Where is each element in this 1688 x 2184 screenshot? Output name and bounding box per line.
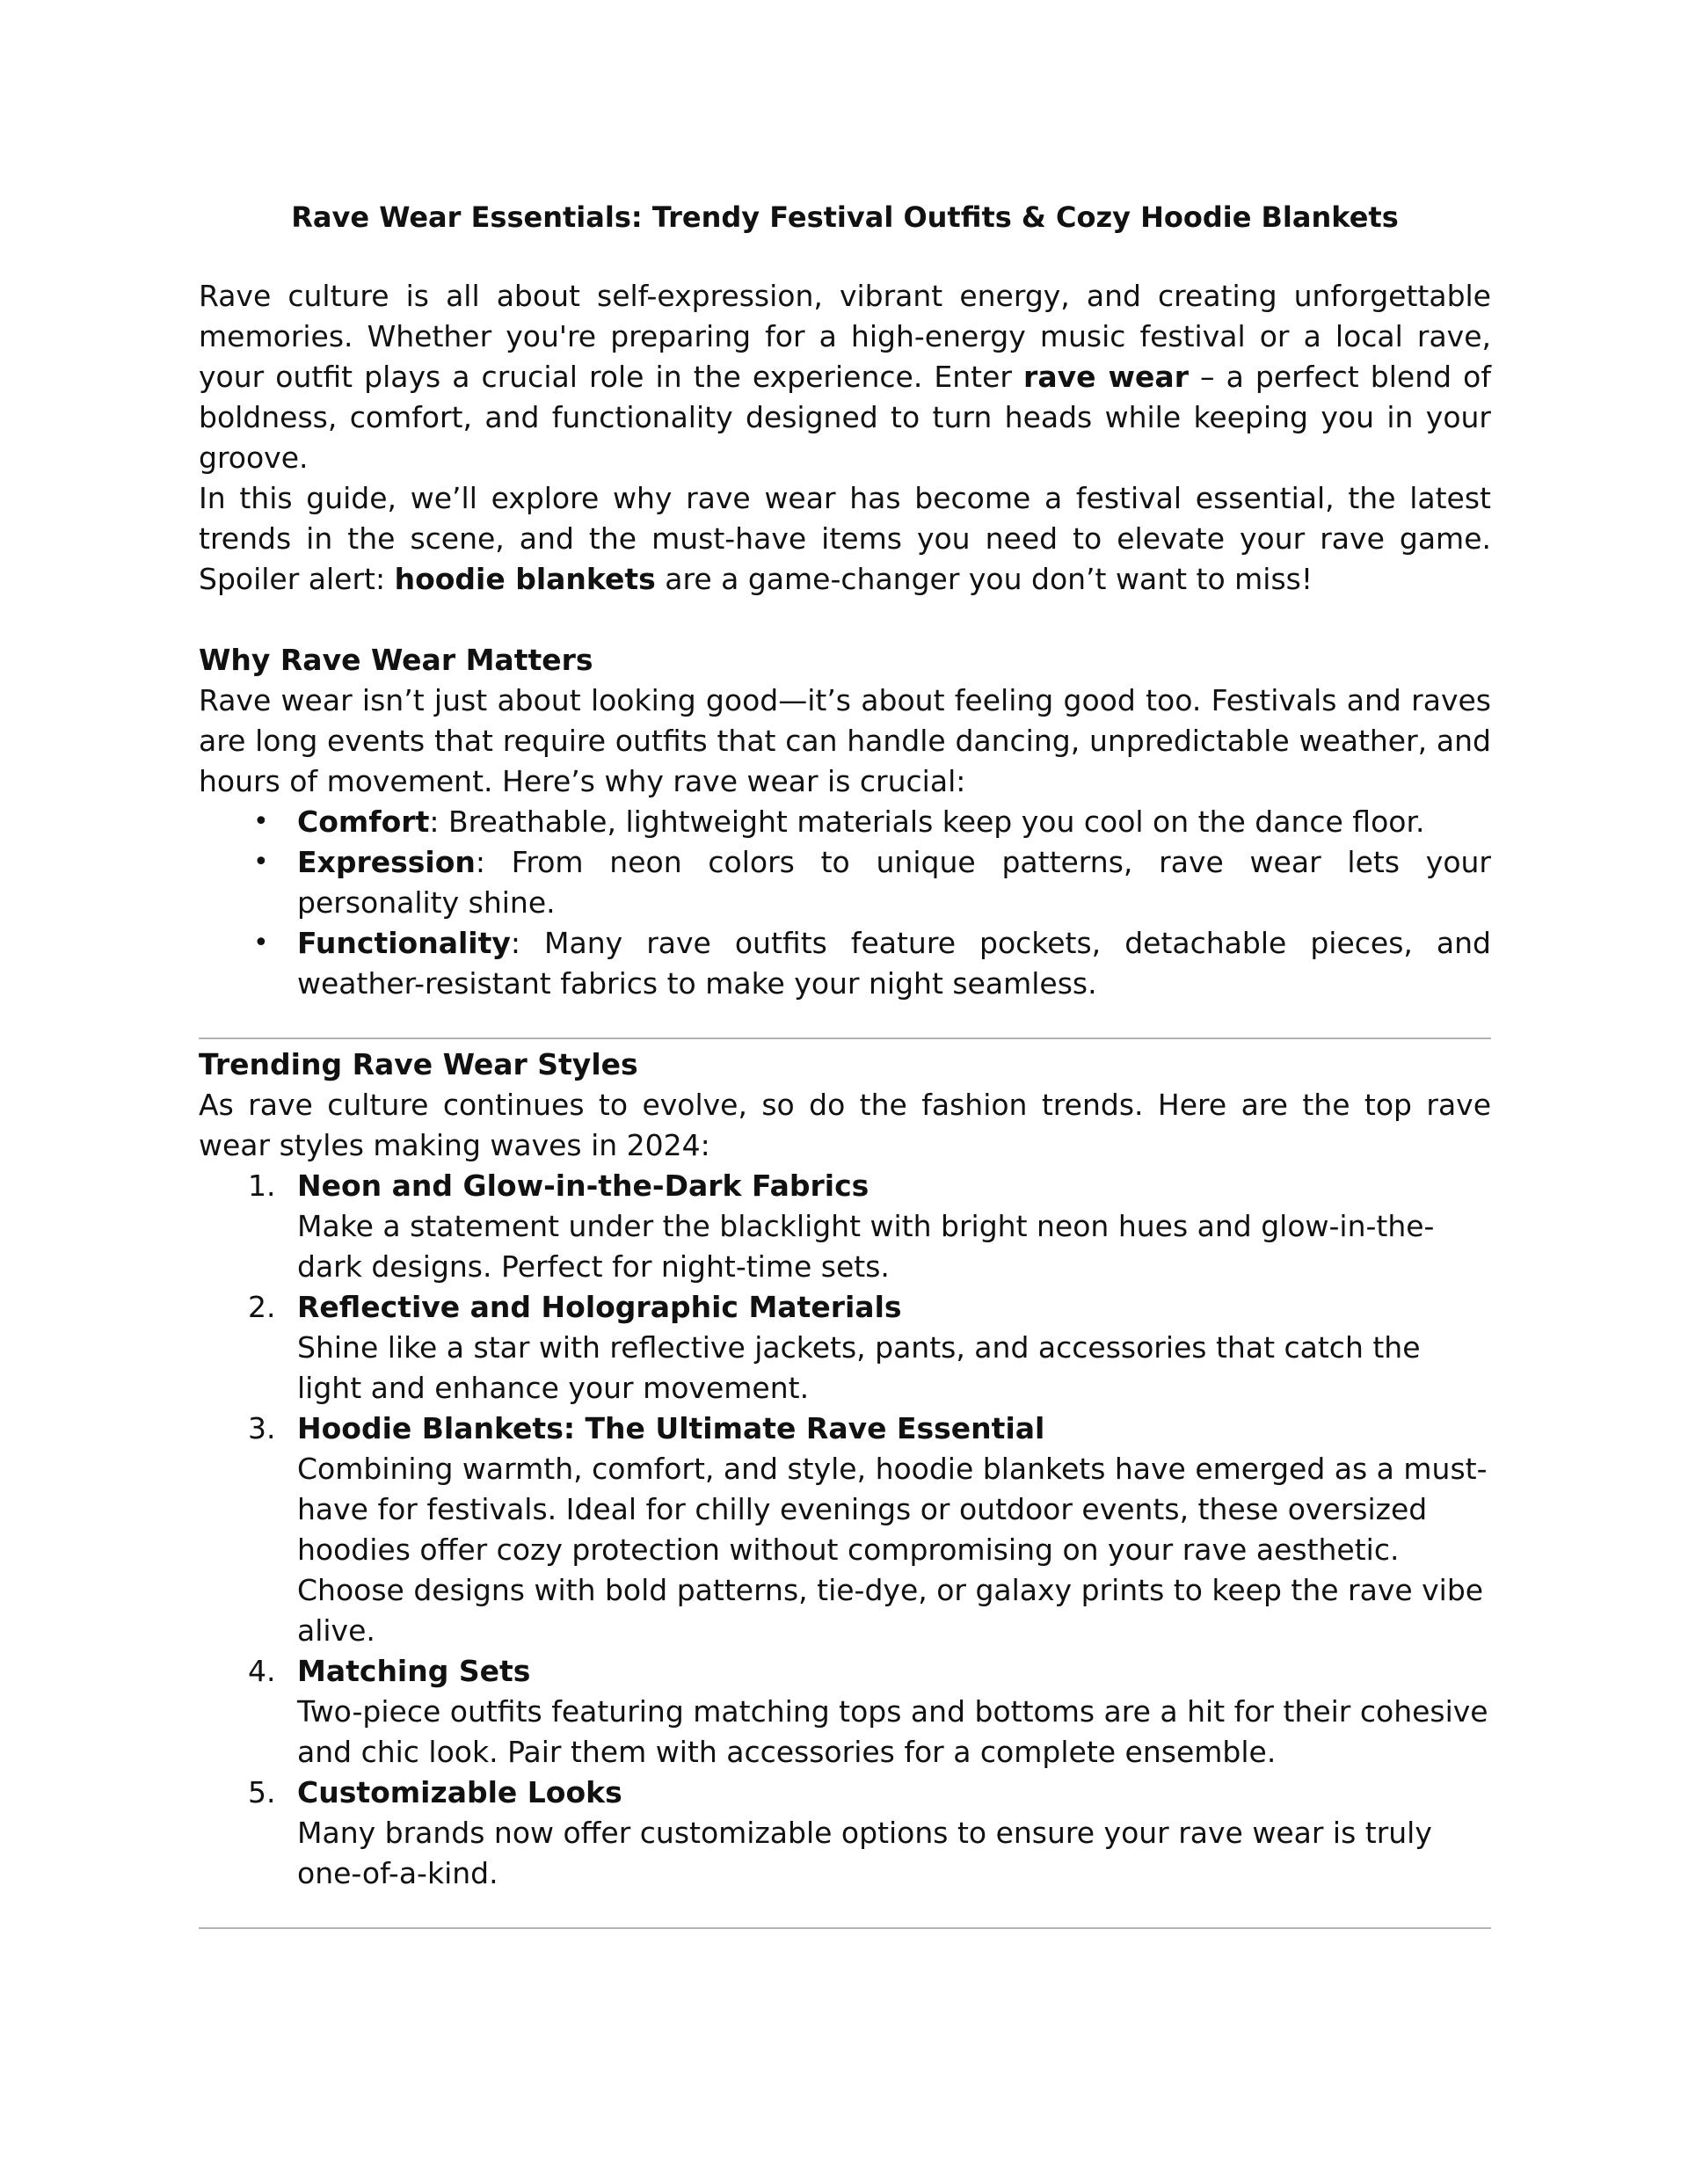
list-item [199, 1409, 1491, 1651]
intro-bold-hoodie-blankets: hoodie blankets [394, 562, 656, 596]
bullet-icon: • [253, 806, 269, 837]
list-number: 2. [248, 1290, 276, 1324]
intro-bold-rave-wear: rave wear [1023, 360, 1189, 394]
why-heading: Why Rave Wear Matters [199, 643, 593, 677]
spacer [199, 1004, 1491, 1037]
item-title: Customizable Looks [297, 1775, 622, 1809]
item-description: Two-piece outfits featuring matching tops and bottoms are a hit for their cohesive and chic look. Pair them with accessories for a complete ensemble. [297, 1694, 1488, 1769]
spacer [199, 1894, 1491, 1927]
item-description: Shine like a star with reflective jackets, pants, and accessories that catch the light and enhance your movement. [297, 1330, 1421, 1405]
intro-text-1b: – a perfect blend of boldness, comfort, and functionality designed to turn heads while keeping you in your groove. [199, 360, 1491, 475]
list-number: 5. [248, 1775, 276, 1809]
bullet-icon: • [253, 847, 269, 877]
trending-numbered-list [199, 1166, 1491, 1894]
list-item [199, 1287, 1491, 1409]
section-divider [199, 1927, 1491, 1929]
spacer [199, 600, 1491, 640]
bullet-text: : Breathable, lightweight materials keep you cool on the dance floor. [429, 804, 1425, 839]
bullet-text: : Many rave outfits feature pockets, detachable pieces, and weather-resistant fabrics to make your night seamless. [297, 926, 1491, 1001]
list-item [199, 1651, 1491, 1773]
bullet-term: Expression [297, 845, 476, 879]
item-description: Many brands now offer customizable options to ensure your rave wear is truly one-of-a-kind. [297, 1816, 1432, 1890]
why-bullet-list [199, 802, 1491, 1004]
intro-paragraph-1 [199, 276, 1491, 478]
list-item [199, 802, 1491, 842]
document-title: Rave Wear Essentials: Trendy Festival Outfits & Cozy Hoodie Blankets [291, 200, 1399, 234]
item-description: Make a statement under the blacklight with bright neon hues and glow-in-the-dark designs. Perfect for night-time sets. [297, 1209, 1435, 1284]
list-item [199, 923, 1491, 1004]
list-number: 4. [248, 1654, 276, 1688]
item-title: Hoodie Blankets: The Ultimate Rave Essential [297, 1411, 1045, 1445]
trending-paragraph: As rave culture continues to evolve, so do the fashion trends. Here are the top rave wear styles making waves in 2024: [199, 1088, 1491, 1162]
intro-text-1a: Rave culture is all about self-expression, vibrant energy, and creating unforgettable memories. Whether you're preparing for a high-energy music festival or a local rave, your outfit plays a crucial role in the experience. Enter [199, 279, 1491, 394]
bullet-term: Functionality [297, 926, 511, 960]
item-title: Reflective and Holographic Materials [297, 1290, 902, 1324]
list-number: 3. [248, 1411, 276, 1445]
bullet-term: Comfort [297, 804, 430, 839]
bullet-icon: • [253, 928, 269, 958]
intro-paragraph-2 [199, 478, 1491, 600]
item-description: Combining warmth, comfort, and style, hoodie blankets have emerged as a must-have for festivals. Ideal for chilly evenings or outdoor events, these oversized hoodies offer cozy protection without compromising on your rave aesthetic. Choose designs with bold patterns, tie-dye, or galaxy prints to keep the rave vibe alive. [297, 1452, 1488, 1648]
list-item [199, 842, 1491, 923]
item-title: Matching Sets [297, 1654, 531, 1688]
intro-text-2b: are a game-changer you don’t want to miss! [655, 562, 1313, 596]
list-item [199, 1773, 1491, 1894]
list-number: 1. [248, 1168, 276, 1203]
intro-text-2a: In this guide, we’ll explore why rave wear has become a festival essential, the latest trends in the scene, and the must-have items you need to elevate your rave game. Spoiler alert: [199, 481, 1491, 596]
trending-heading: Trending Rave Wear Styles [199, 1047, 638, 1081]
item-title: Neon and Glow-in-the-Dark Fabrics [297, 1168, 869, 1203]
why-paragraph: Rave wear isn’t just about looking good—it’s about feeling good too. Festivals and raves are long events that require outfits that can handle dancing, unpredictable weather, and hours of movement. Here’s why rave wear is crucial: [199, 683, 1491, 798]
list-item [199, 1166, 1491, 1287]
document-page [199, 197, 1491, 1929]
bullet-text: : From neon colors to unique patterns, rave wear lets your personality shine. [297, 845, 1491, 920]
